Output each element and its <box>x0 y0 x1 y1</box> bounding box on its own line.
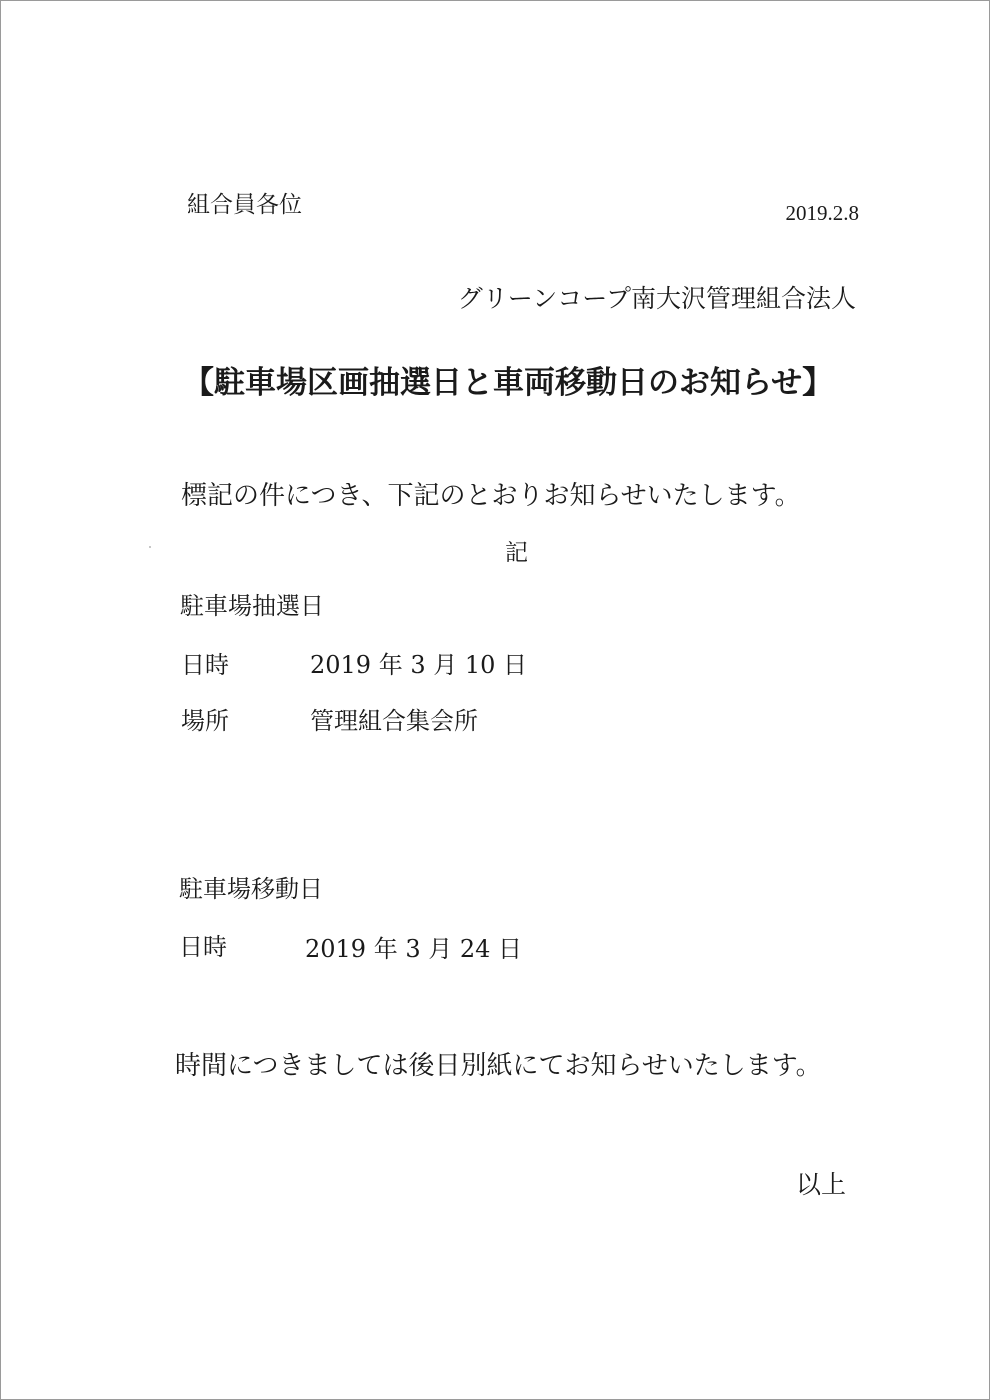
relocation-date-value: 2019 年 3 月 24 日 <box>305 935 523 963</box>
intro-sentence: 標記の件につき、下記のとおりお知らせいたします。 <box>181 481 801 511</box>
lottery-place-label: 場所 <box>181 707 229 735</box>
closing-ijou: 以上 <box>795 1170 846 1199</box>
relocation-heading: 駐車場移動日 <box>179 875 323 903</box>
addressee: 組合員各位 <box>187 192 302 218</box>
notice-title: 【駐車場区画抽選日と車両移動日のお知らせ】 <box>183 365 834 401</box>
scan-speck <box>149 546 151 548</box>
lottery-date-label: 日時 <box>181 651 229 679</box>
relocation-date-label: 日時 <box>179 933 227 961</box>
lottery-heading: 駐車場抽選日 <box>180 592 324 620</box>
ki-marker: 記 <box>505 540 528 566</box>
time-note: 時間につきましては後日別紙にてお知らせいたします。 <box>175 1051 822 1081</box>
lottery-date-value: 2019 年 3 月 10 日 <box>310 651 528 679</box>
issue-date: 2019.2.8 <box>785 201 859 225</box>
lottery-place-value: 管理組合集会所 <box>310 707 478 735</box>
issuer-name: グリーンコープ南大沢管理組合法人 <box>457 284 856 313</box>
